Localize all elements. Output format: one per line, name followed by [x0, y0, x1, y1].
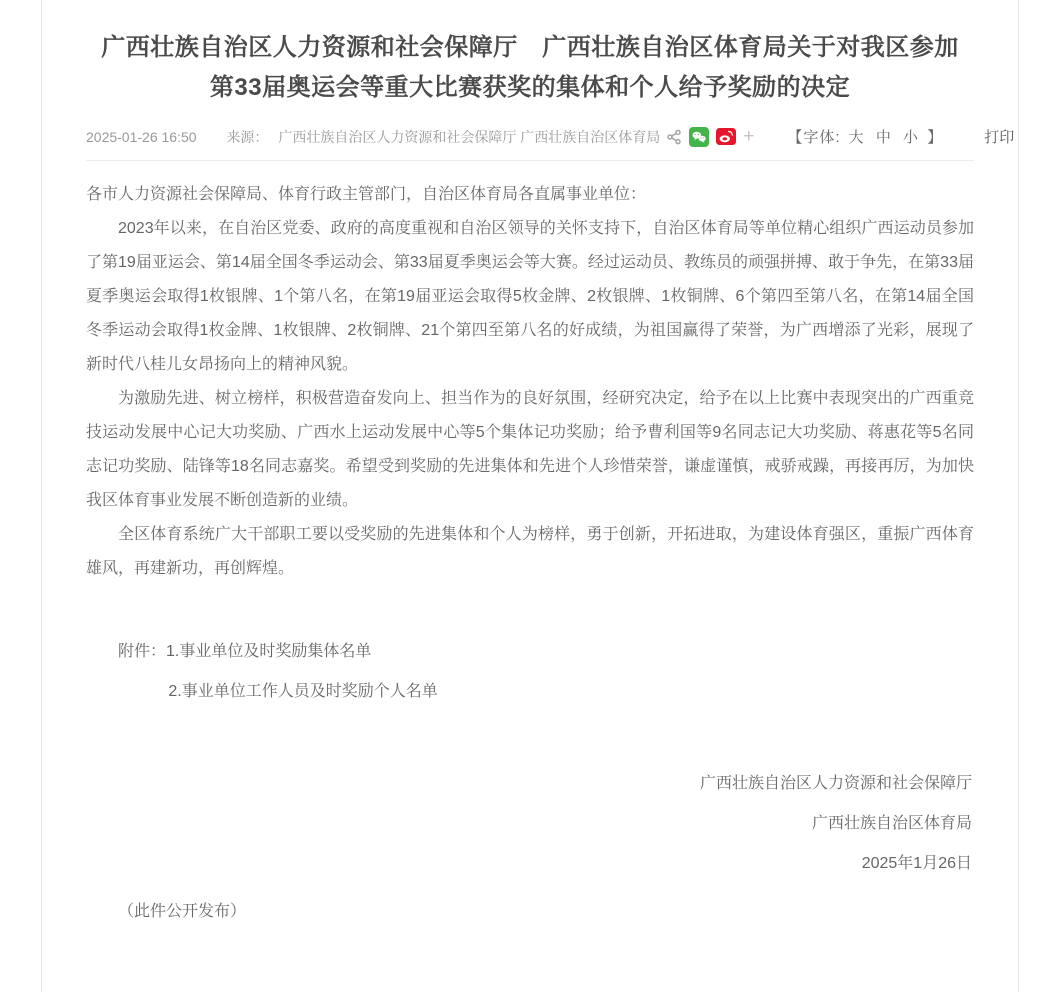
font-widget-open: 【字体: — [787, 129, 841, 146]
share-icon[interactable] — [666, 129, 682, 145]
font-size-large[interactable]: 大 — [848, 129, 865, 146]
public-release-note: （此件公开发布） — [118, 903, 247, 920]
signature-date: 2025年1月26日 — [861, 855, 972, 872]
meta-actions — [666, 126, 1014, 147]
font-size-widget — [787, 126, 943, 147]
signature-agency-2: 广西壮族自治区体育局 — [811, 815, 972, 832]
page-title: 广西壮族自治区人力资源和社会保障厅 广西壮族自治区体育局关于对我区参加第33届奥运会等重大比赛获奖的集体和个人给予奖励的决定 — [101, 34, 959, 101]
paragraph-1: 2023年以来，在自治区党委、政府的高度重视和自治区领导的关怀支持下，自治区体育局等单位精心组织广西运动员参加了第19届亚运会、第14届全国冬季运动会、第33届夏季奥运会等大赛。经过运动员、教练员的顽强拼搏、敢于争先，在第33届夏季奥运会取得1枚银牌、1个第八名，在第19届亚运会取得5枚金牌、2枚银牌、1枚铜牌、6个第四至第八名，在第14届全国冬季运动会取得1枚金牌、1枚银牌、2枚铜牌、21个第四至第八名的好成绩，为祖国赢得了荣誉，为广西增添了光彩，展现了新时代八桂儿女昂扬向上的精神风貌。 — [86, 220, 974, 373]
attachment-label: 附件： — [118, 643, 167, 660]
article-body — [86, 161, 974, 932]
weibo-icon[interactable] — [716, 128, 736, 145]
source-label: 来源： — [226, 128, 269, 145]
paragraph-3: 全区体育系统广大干部职工要以受奖励的先进集体和个人为榜样，勇于创新，开拓进取，为建设体育强区，重振广西体育雄风，再建新功，再创辉煌。 — [86, 526, 974, 577]
font-widget-close: 】 — [927, 129, 944, 146]
plus-icon[interactable]: + — [743, 126, 755, 147]
paragraph-2: 为激励先进、树立榜样，积极营造奋发向上、担当作为的良好氛围，经研究决定，给予在以上比赛中表现突出的广西重竞技运动发展中心记大功奖励、广西水上运动发展中心等5个集体记功奖励；给予曹利国等9名同志记大功奖励、蒋惠花等5名同志记功奖励、陆锋等18名同志嘉奖。希望受到奖励的先进集体和先进个人珍惜荣誉，谦虚谨慎，戒骄戒躁，再接再厉，为加快我区体育事业发展不断创造新的业绩。 — [86, 390, 974, 509]
signature-agency-1: 广西壮族自治区人力资源和社会保障厅 — [699, 775, 972, 792]
attachment-1-text: 1.事业单位及时奖励集体名单 — [166, 643, 372, 660]
font-size-small[interactable]: 小 — [903, 129, 920, 146]
share-toolbar — [666, 127, 754, 147]
source-value: 广西壮族自治区人力资源和社会保障厅 广西壮族自治区体育局 — [278, 128, 661, 145]
meta-row — [86, 126, 1015, 161]
signature-block — [86, 764, 974, 884]
attachment-item-2: 2.事业单位工作人员及时奖励个人名单 — [168, 683, 438, 700]
article-container — [41, 0, 1019, 992]
salutation: 各市人力资源社会保障局、体育行政主管部门，自治区体育局各直属事业单位： — [86, 186, 647, 203]
print-button[interactable]: 打印 — [984, 129, 1015, 146]
attachments-section — [86, 632, 974, 712]
font-size-medium[interactable]: 中 — [875, 129, 892, 146]
meta-info — [86, 127, 666, 147]
attachment-item-1 — [86, 632, 974, 672]
wechat-icon[interactable] — [689, 127, 709, 147]
publish-date: 2025-01-26 16:50 — [86, 128, 197, 145]
